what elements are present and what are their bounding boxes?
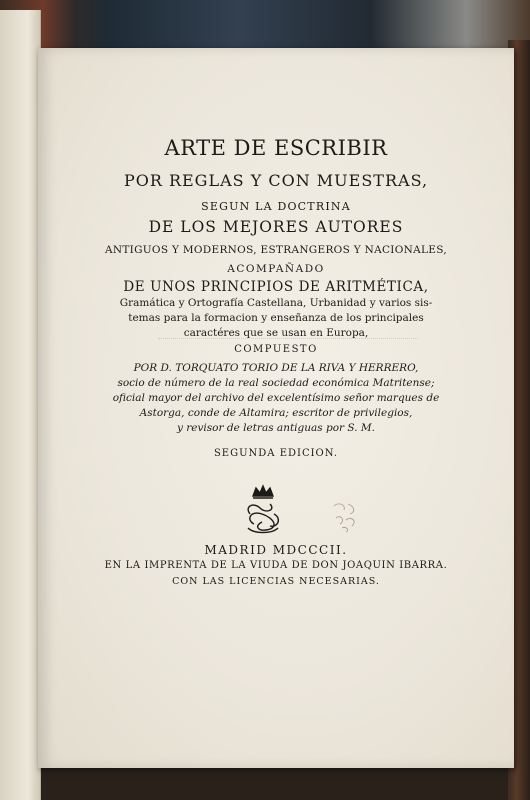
imprint-place: MADRID MDCCCII. [204, 543, 348, 557]
imprint-printer: EN LA IMPRENTA DE LA VIUDA DE DON JOAQUIN IBARRA. [104, 560, 448, 571]
principles-line: DE UNOS PRINCIPIOS DE ARITMÉTICA, [123, 279, 429, 295]
crowned-monogram-icon [240, 484, 286, 536]
subtitle-line-1: POR REGLAS Y CON MUESTRAS, [123, 171, 429, 190]
left-page-edge [0, 10, 41, 800]
body-line: caractéres que se usan en Europa, [183, 327, 369, 339]
composed-label: COMPUESTO [234, 344, 318, 355]
body-line: temas para la formacion y enseñanza de los principales [128, 312, 424, 324]
author-line: Astorga, conde de Altamira; escritor de privilegios, [139, 407, 413, 419]
subtitle-line-2: SEGUN LA DOCTRINA [201, 200, 351, 213]
accompanied-label: ACOMPAÑADO [227, 263, 325, 275]
book-title: ARTE DE ESCRIBIR [164, 136, 388, 160]
author-line: POR D. TORQUATO TORIO DE LA RIVA Y HERRERO, [133, 362, 419, 374]
library-stamp-icon [328, 500, 362, 534]
author-line: oficial mayor del archivo del excelentísimo señor marques de [112, 392, 440, 404]
subtitle-line-4: ANTIGUOS Y MODERNOS, ESTRANGEROS Y NACIONALES, [104, 244, 448, 256]
licenses-line: CON LAS LICENCIAS NECESARIAS. [172, 576, 380, 587]
edition-label: SEGUNDA EDICION. [213, 448, 339, 459]
author-line: y revisor de letras antiguas por S. M. [177, 422, 375, 434]
author-line: socio de número de la real sociedad económica Matritense; [117, 377, 435, 389]
body-line: Gramática y Ortografía Castellana, Urbanidad y varios sis- [119, 297, 433, 309]
subtitle-line-3: DE LOS MEJORES AUTORES [148, 218, 404, 236]
title-page [38, 48, 514, 768]
